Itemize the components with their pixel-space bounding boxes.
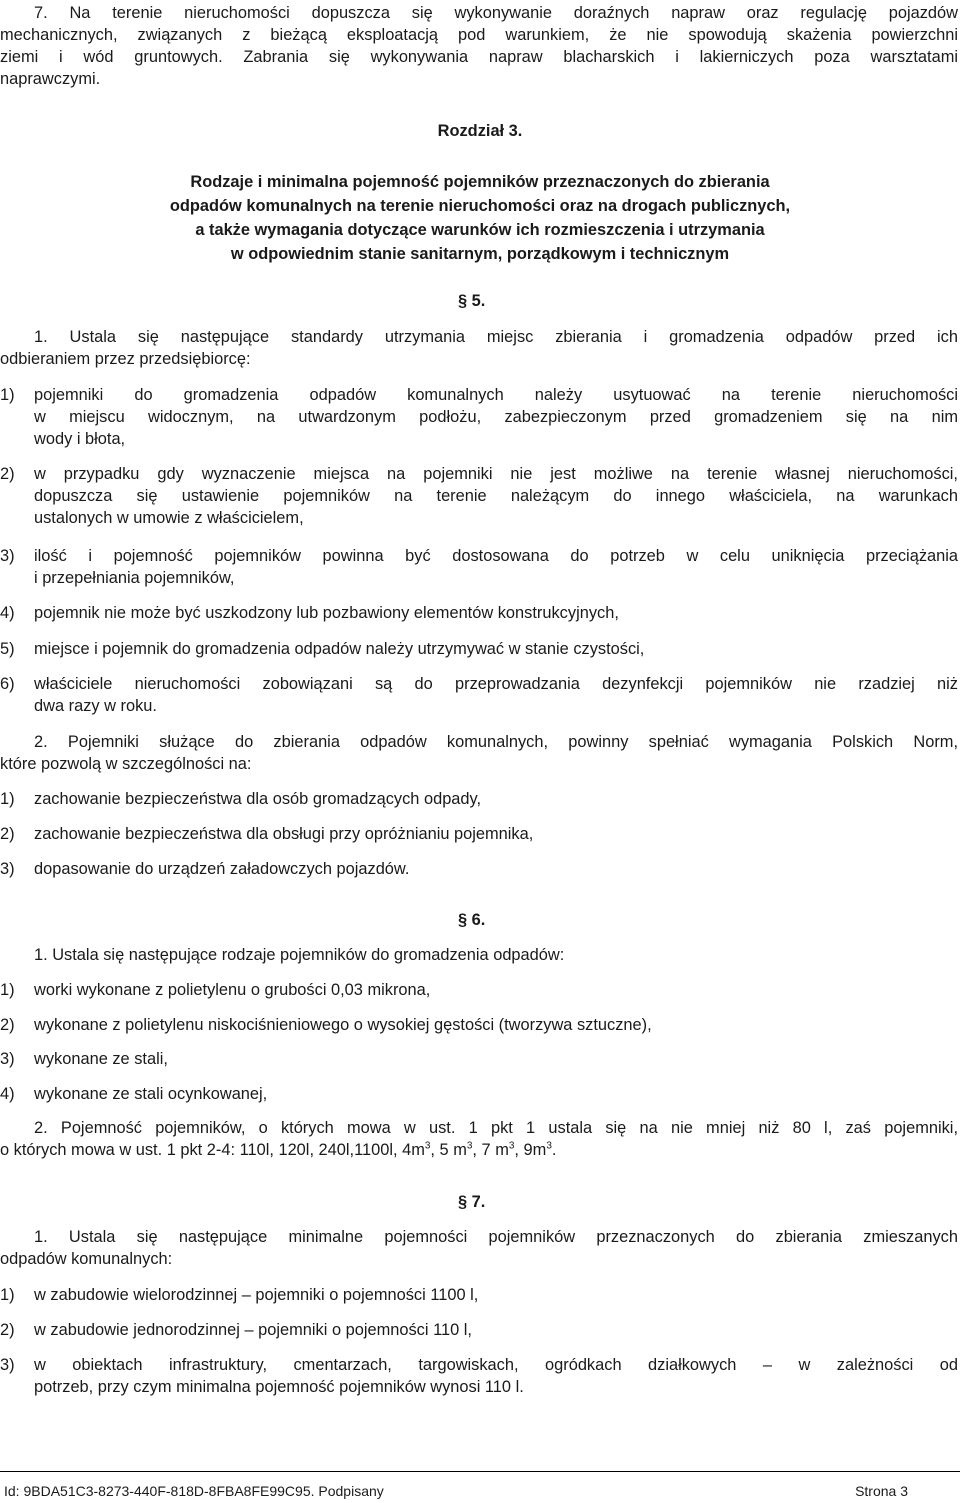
item-line: wykonane ze stali ocynkowanej, — [34, 1085, 268, 1103]
item-number: 1) — [0, 790, 15, 808]
intro-paragraph — [0, 2, 958, 90]
s6-paragraph-1 — [0, 944, 958, 966]
item-line: wykonane z polietylenu niskociśnieniowego o wysokiej gęstości (tworzywa sztuczne), — [34, 1016, 652, 1034]
chapter-title-line: Rodzaje i minimalna pojemność pojemników przeznaczonych do zbierania — [190, 173, 770, 191]
intro-line-1: 7. Na terenie nieruchomości dopuszcza się wykonywanie doraźnych napraw oraz regulację pojazdów — [34, 4, 958, 22]
superscript: 3 — [466, 1140, 473, 1152]
chapter-title-line: a także wymagania dotyczące warunków ich rozmieszczenia i utrzymania — [195, 221, 765, 239]
footer-divider — [0, 1471, 960, 1472]
section-5-label: § 5. — [458, 292, 486, 310]
item-line: worki wykonane z polietylenu o grubości 0,03 mikrona, — [34, 981, 431, 999]
item-number: 3) — [0, 1356, 15, 1374]
s5-p1-line: 1. Ustala się następujące standardy utrzymania miejsc zbierania i gromadzenia odpadów przed ich — [34, 328, 958, 346]
item-line: właściciele nieruchomości zobowiązani są do przeprowadzania dezynfekcji pojemników nie rzadziej niż — [34, 675, 958, 693]
s6-p2-text: , 7 m — [472, 1141, 509, 1159]
s6-p2-text: , 5 m — [430, 1141, 467, 1159]
item-number: 5) — [0, 640, 15, 658]
item-number: 4) — [0, 1085, 15, 1103]
s6-paragraph-2 — [0, 1117, 958, 1161]
superscript: 3 — [424, 1140, 431, 1152]
document-id: Id: 9BDA51C3-8273-440F-818D-8FBA8FE99C95. Podpisany — [4, 1483, 384, 1499]
item-line: zachowanie bezpieczeństwa dla obsługi przy opróżnianiu pojemnika, — [34, 825, 534, 843]
item-number: 1) — [0, 981, 15, 999]
item-number: 2) — [0, 465, 15, 483]
s6-p2-text: , 9m — [514, 1141, 547, 1159]
item-line: pojemniki do gromadzenia odpadów komunalnych należy usytuować na terenie nieruchomości — [34, 386, 958, 404]
chapter-heading: Rozdział 3. — [437, 122, 523, 140]
s6-p2-text: o których mowa w ust. 1 pkt 2-4: 110l, 120l, 240l,1100l, 4m — [0, 1141, 425, 1159]
superscript: 3 — [508, 1140, 515, 1152]
section-6-label: § 6. — [458, 911, 486, 929]
chapter-title-line: w odpowiednim stanie sanitarnym, porządkowym i technicznym — [230, 245, 730, 263]
s5-p1-line: odbieraniem przez przedsiębiorcę: — [0, 350, 251, 368]
item-number: 3) — [0, 860, 15, 878]
s5-paragraph-2 — [0, 731, 958, 775]
s5-paragraph-1 — [0, 326, 958, 370]
superscript: 3 — [546, 1140, 552, 1152]
s7-paragraph-1 — [0, 1226, 958, 1270]
item-line: ilość i pojemność pojemników powinna być dostosowana do potrzeb w celu uniknięcia przeciążania — [34, 547, 958, 565]
item-number: 3) — [0, 1050, 15, 1068]
s5-p2-line: 2. Pojemniki służące do zbierania odpadów komunalnych, powinny spełniać wymagania Polskich Norm, — [34, 733, 958, 751]
item-line: w miejscu widocznym, na utwardzonym podłożu, zabezpieczonym przed gromadzeniem się na nim — [34, 408, 958, 426]
item-line: dopuszcza się ustawienie pojemników na terenie należącym do innego właściciela, na warunkach — [34, 487, 958, 505]
item-line: w zabudowie wielorodzinnej – pojemniki o pojemności 1100 l, — [34, 1286, 479, 1304]
intro-line-4: naprawczymi. — [0, 70, 101, 88]
item-line: w przypadku gdy wyznaczenie miejsca na pojemniki nie jest możliwe na terenie własnej nieruchomości, — [34, 465, 958, 483]
item-line: miejsce i pojemnik do gromadzenia odpadów należy utrzymywać w stanie czystości, — [34, 640, 645, 658]
item-line: dwa razy w roku. — [34, 697, 157, 715]
item-line: w obiektach infrastruktury, cmentarzach, targowiskach, ogródkach działkowych – w zależności od — [34, 1356, 958, 1374]
item-number: 1) — [0, 1286, 15, 1304]
item-line: zachowanie bezpieczeństwa dla osób gromadzących odpady, — [34, 790, 482, 808]
item-line: dopasowanie do urządzeń załadowczych pojazdów. — [34, 860, 410, 878]
intro-line-2: mechanicznych, związanych z bieżącą eksploatacją pod warunkiem, że nie spowodują skażenia powierzchni — [0, 26, 958, 44]
chapter-title — [80, 170, 880, 266]
s5-p2-line: które pozwolą w szczególności na: — [0, 755, 252, 773]
item-line: i przepełniania pojemników, — [34, 569, 235, 587]
item-number: 4) — [0, 604, 15, 622]
item-line: wody i błota, — [34, 430, 126, 448]
item-number: 2) — [0, 1016, 15, 1034]
s6-p1-line: 1. Ustala się następujące rodzaje pojemników do gromadzenia odpadów: — [34, 946, 565, 964]
s6-p2-text: . — [551, 1141, 557, 1159]
item-line: pojemnik nie może być uszkodzony lub pozbawiony elementów konstrukcyjnych, — [34, 604, 619, 622]
item-number: 1) — [0, 386, 15, 404]
intro-line-3: ziemi i wód gruntowych. Zabrania się wykonywania napraw blacharskich i lakierniczych poza warsztatami — [0, 48, 958, 66]
s7-p1-line: odpadów komunalnych: — [0, 1250, 173, 1268]
item-number: 3) — [0, 547, 15, 565]
page-number: Strona 3 — [855, 1483, 908, 1499]
item-number: 2) — [0, 825, 15, 843]
item-line: w zabudowie jednorodzinnej – pojemniki o pojemności 110 l, — [34, 1321, 472, 1339]
s6-p2-line: 2. Pojemność pojemników, o których mowa w ust. 1 pkt 1 ustala się na nie mniej niż 80 l, zaś pojemniki, — [34, 1119, 958, 1137]
item-line: ustalonych w umowie z właścicielem, — [34, 509, 304, 527]
item-line: potrzeb, przy czym minimalna pojemność pojemników wynosi 110 l. — [34, 1378, 524, 1396]
section-7-label: § 7. — [458, 1193, 486, 1211]
s7-p1-line: 1. Ustala się następujące minimalne pojemności pojemników przeznaczonych do zbierania zmieszanych — [34, 1228, 958, 1246]
item-number: 2) — [0, 1321, 15, 1339]
chapter-title-line: odpadów komunalnych na terenie nieruchomości oraz na drogach publicznych, — [169, 197, 791, 215]
s6-p2-line — [0, 1139, 958, 1161]
item-number: 6) — [0, 675, 15, 693]
item-line: wykonane ze stali, — [34, 1050, 168, 1068]
